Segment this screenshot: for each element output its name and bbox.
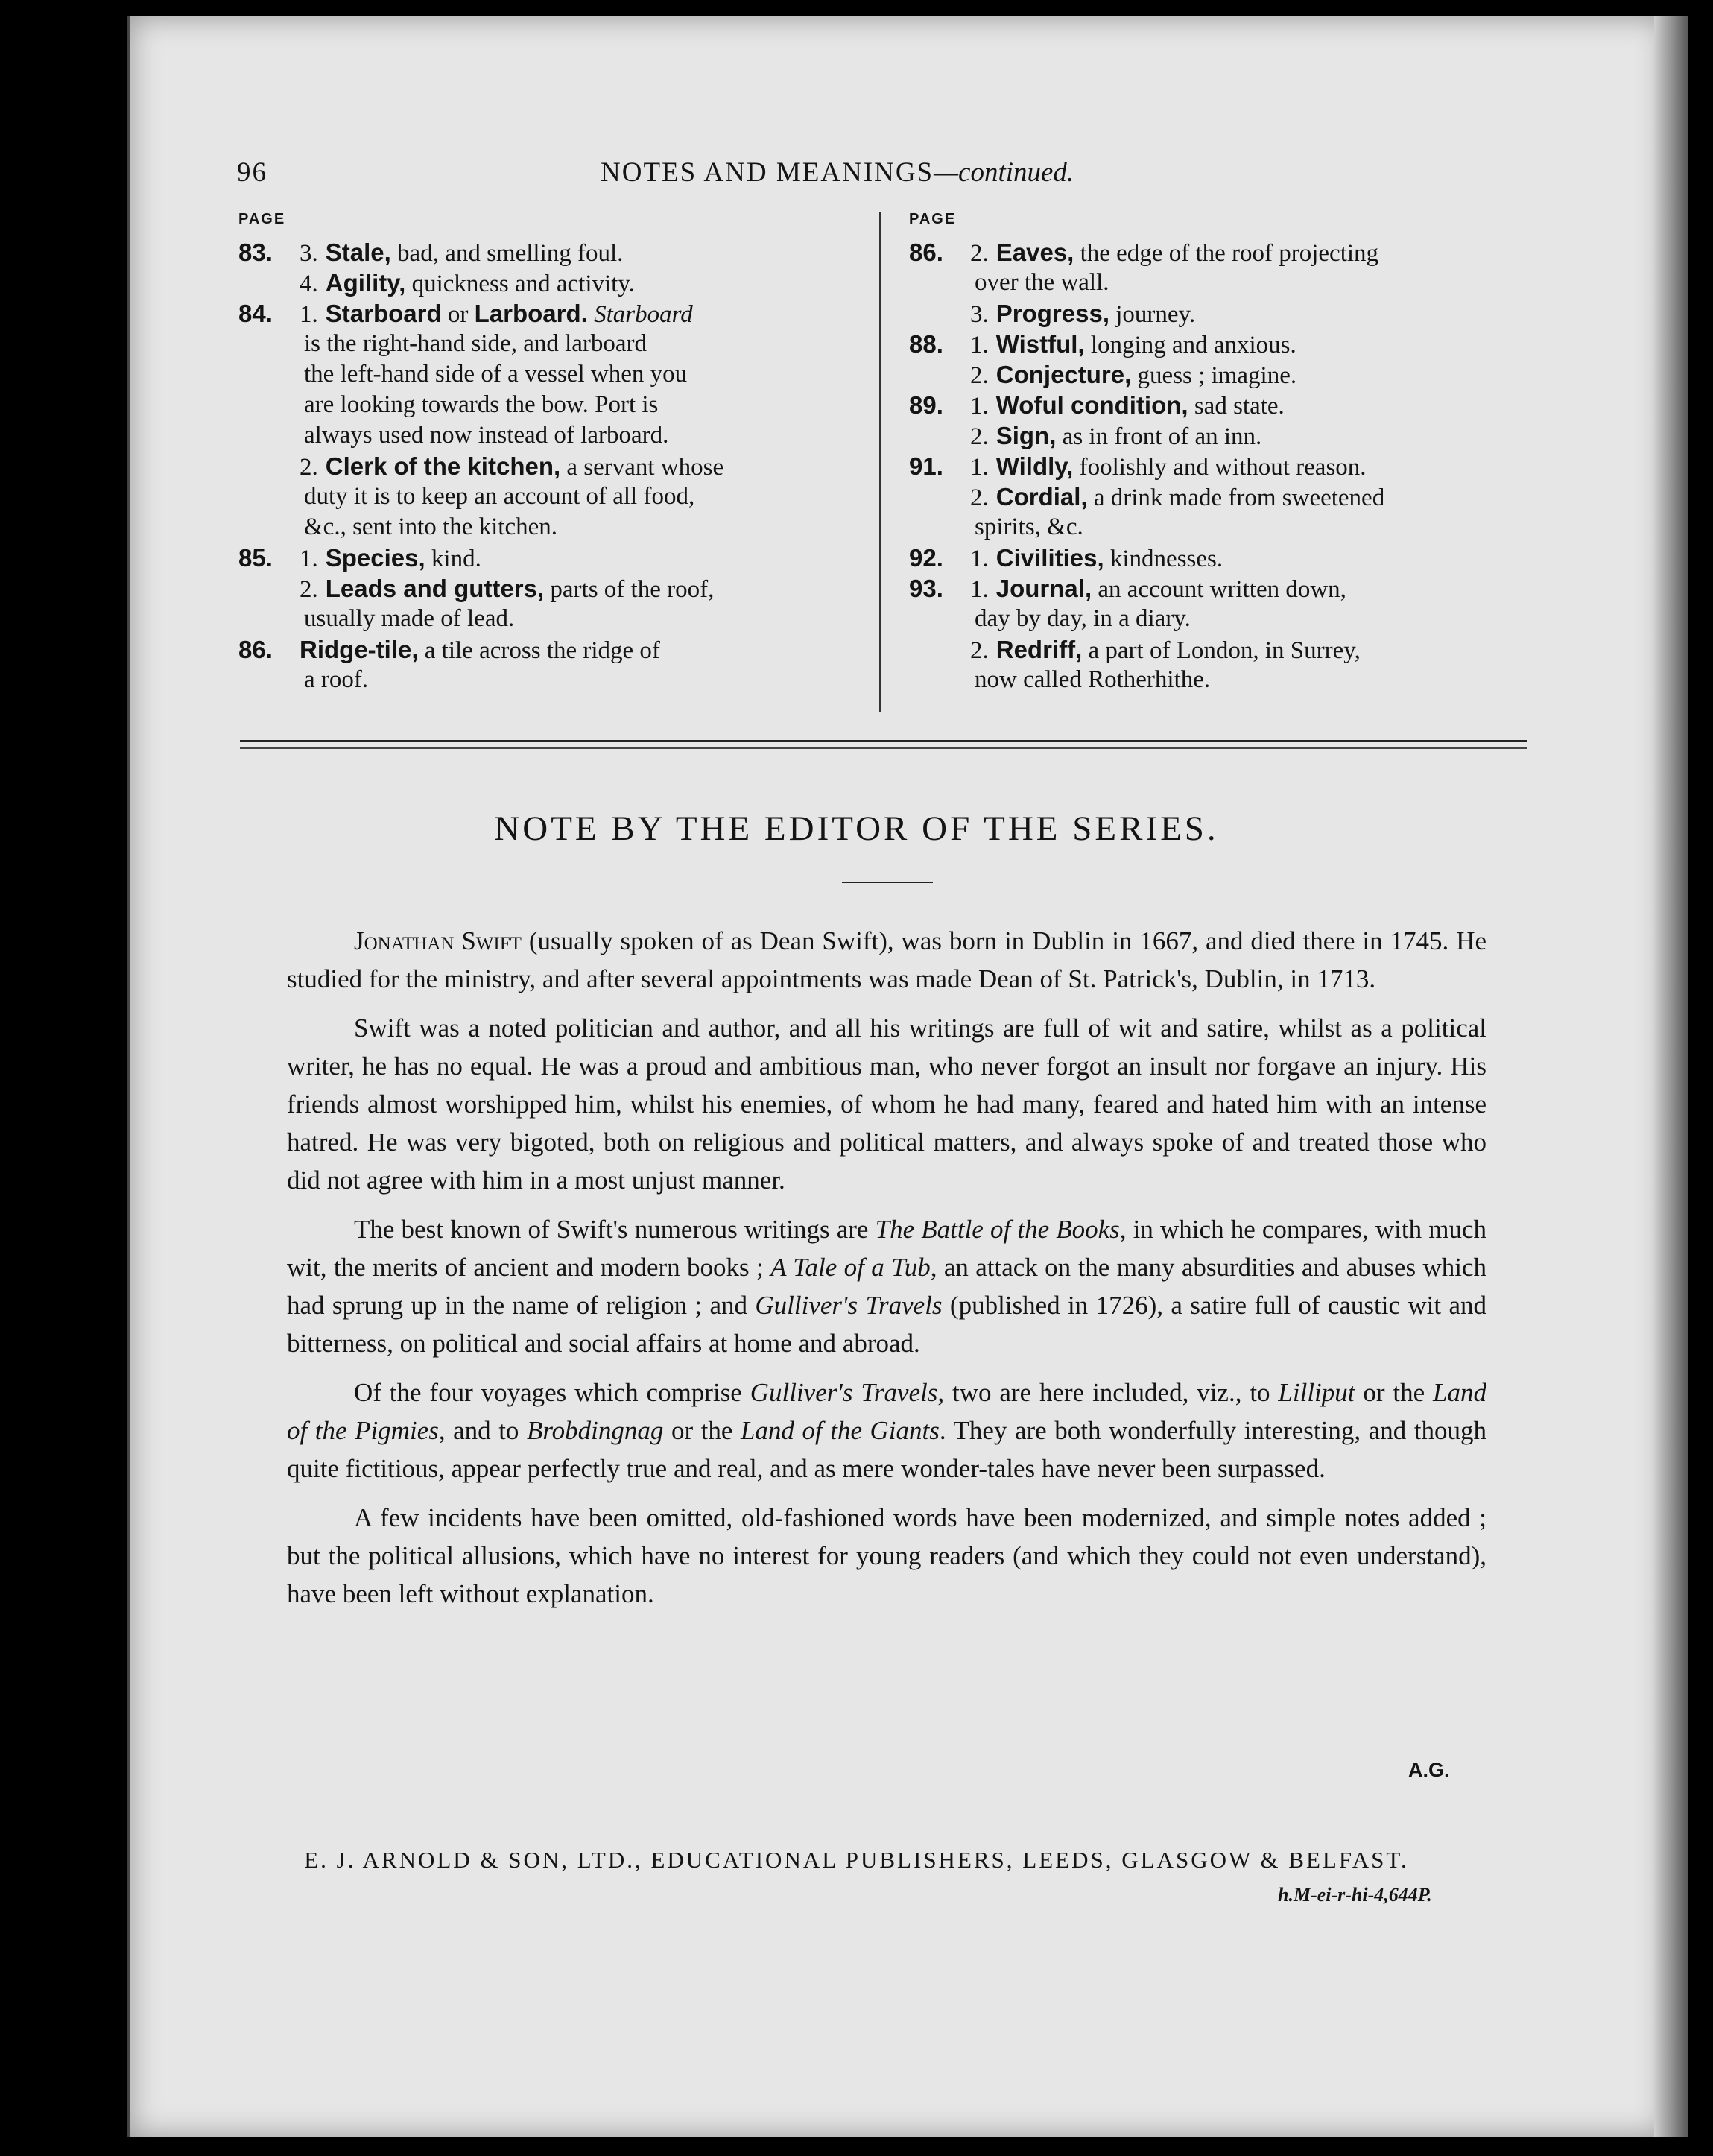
publisher-imprint: E. J. ARNOLD & SON, LTD., EDUCATIONAL PUBLISHERS, LEEDS, GLASGOW & BELFAST. [304,1847,1409,1873]
note-row [238,329,864,359]
note-text [975,604,1191,634]
note-definition: now called Rotherhithe. [975,666,1211,693]
note-number: 2. [970,484,989,511]
note-text [970,329,1296,361]
note-definition: over the wall. [975,269,1109,296]
title-battle-of-books: The Battle of the Books [875,1215,1120,1244]
note-definition: a part of London, in Surrey, [1082,637,1361,664]
p3-text-e: , an attack on the many absurdities and abuses which had sprung up in the name of religion ; and [287,1253,1487,1320]
note-row [909,237,1535,268]
note-text [970,573,1346,605]
header-title-suffix: —continued. [934,157,1074,188]
note-text [970,451,1367,483]
note-definition: bad, and smelling foul. [390,240,624,267]
p3-text-c: , in which he compares, with much wit, the merits of ancient and modern books ; [287,1215,1487,1282]
note-definition: journey. [1109,301,1196,328]
note-row [238,634,864,665]
note-text [304,481,694,512]
note-text [970,543,1223,575]
note-definition: a drink made from sweetened [1087,484,1385,511]
paragraph-2: Swift was a noted politician and author, and all his writings are full of wit and satire, whilst as a political writer, he has no equal. He was a proud and ambitious man, who never forgot an insult nor forgave an injury. His friends almost worshipped him, whilst his enemies, of whom he had many, feared and hated him with an intense hatred. He was very bigoted, both on religious and political matters, and always spoke of and treated those who did not agree with him in a most unjust manner. [287,1014,1486,1195]
note-text [304,329,647,359]
note-row [909,298,1535,329]
note-row [909,481,1535,512]
note-definition: a tile across the ridge of [418,637,660,664]
p4-text-e: or the [1355,1378,1434,1407]
note-number: 2. [970,637,989,664]
p4-text-k: . They are both wonderfully interesting, and though quite fictitious, appear perfectly true and real, and as mere wonder-tales have never been surpassed. [287,1416,1486,1483]
paragraph-1 [287,922,1486,998]
p4-text-i: or the [663,1416,741,1445]
note-definition: is the right-hand side, and larboard [304,330,647,357]
paragraph-3 [287,1210,1486,1362]
note-term: Eaves, [995,238,1074,266]
right-column-label: PAGE [909,211,957,227]
note-text [300,543,481,575]
note-row [238,420,864,451]
editor-note-body [287,922,1486,1624]
note-term: Progress, [995,300,1109,327]
note-text [970,634,1361,666]
page-number: 96 [237,157,267,188]
note-page-ref: 86. [909,238,943,266]
note-number: 1. [970,332,989,358]
title-underline [842,882,933,883]
note-row [909,512,1535,543]
note-text [970,390,1285,422]
note-number: 4. [300,271,318,297]
note-row [909,268,1535,298]
note-term: Conjecture, [995,361,1132,388]
note-row [238,268,864,298]
note-term: Larboard. [474,300,588,327]
p4-text-g: , and to [438,1416,527,1445]
note-term: Journal, [995,575,1092,602]
note-text [300,573,714,605]
note-text [304,359,687,390]
note-definition: &c., sent into the kitchen. [304,513,558,540]
note-definition: the left-hand side of a vessel when you [304,361,688,388]
note-row [238,451,864,481]
note-term: Wildly, [995,452,1074,480]
note-page-ref: 86. [238,636,273,663]
note-page-ref: 89. [909,391,943,419]
note-term: Woful condition, [995,391,1188,419]
note-term: Cordial, [995,483,1088,510]
printer-code: h.M-ei-r-hi-4,644P. [1278,1884,1432,1906]
title-tale-of-tub: A Tale of a Tub [770,1253,931,1282]
note-text [975,512,1083,543]
column-divider [879,212,881,712]
note-definition: sad state. [1188,393,1285,420]
note-term: Starboard [325,300,442,327]
note-term: Leads and gutters, [325,575,545,602]
note-definition: as in front of an inn. [1056,423,1262,450]
note-number: 3. [300,240,318,267]
header-title [601,157,1074,189]
note-row [909,573,1535,604]
note-text [300,298,693,330]
note-page-ref: 92. [909,544,943,572]
note-number: 2. [300,454,318,481]
note-text [970,298,1195,330]
note-row [909,543,1535,573]
note-row [238,359,864,390]
title-gullivers-travels: Gulliver's Travels [755,1291,943,1320]
note-text [975,268,1109,298]
note-text [304,665,368,695]
note-definition: the edge of the roof projecting [1074,240,1379,267]
note-text [304,512,557,543]
note-definition: or [441,301,475,328]
note-row [238,481,864,512]
note-number: 1. [300,546,318,572]
note-row [238,573,864,604]
place-brobdingnag: Brobdingnag [526,1416,664,1445]
note-term: Redriff, [995,636,1083,663]
left-column-label: PAGE [238,211,286,227]
note-definition: Starboard [587,301,693,328]
note-term: Species, [325,544,425,572]
note-text [970,359,1296,391]
p3-text-a: The best known of Swift's numerous writings are [354,1215,876,1244]
note-page-ref: 93. [909,575,943,602]
note-term: Civilities, [995,544,1104,572]
note-number: 3. [970,301,989,328]
note-definition: spirits, &c. [975,513,1083,540]
p4-text-a: Of the four voyages which comprise [354,1378,750,1407]
running-header [237,157,1530,194]
note-definition: quickness and activity. [405,271,635,297]
note-text [970,237,1378,269]
note-text [300,634,660,666]
note-number: 1. [970,576,989,603]
right-notes-column [909,237,1535,695]
note-text [300,268,635,300]
note-term: Sign, [995,422,1057,449]
note-term: Ridge-tile, [300,636,419,663]
note-definition: longing and anxious. [1084,332,1296,358]
author-name: Jonathan Swift [354,926,522,955]
note-row [909,634,1535,665]
place-land-of-giants: Land of the Giants [740,1416,940,1445]
note-row [909,604,1535,634]
note-definition: a servant whose [560,454,724,481]
note-definition: day by day, in a diary. [975,605,1191,632]
p4-text-c: , two are here included, viz., to [937,1378,1279,1407]
note-number: 2. [300,576,318,603]
note-page-ref: 84. [238,300,273,327]
note-number: 1. [970,454,989,481]
note-definition: parts of the roof, [544,576,715,603]
note-row [909,359,1535,390]
note-term: Stale, [325,238,391,266]
note-definition: kindnesses. [1104,546,1223,572]
note-text [300,451,723,483]
note-text [304,420,668,451]
left-notes-column [238,237,864,695]
editor-signature: A.G. [1408,1759,1450,1781]
note-definition: a roof. [304,666,369,693]
note-text [975,665,1210,695]
section-rule-bottom [240,747,1527,749]
note-row [238,298,864,329]
paragraph-1-text: (usually spoken of as Dean Swift), was born in Dublin in 1667, and died there in 1745. He studied for the ministry, and after several appointments was made Dean of St. Patrick's, Dublin, in 1713. [287,926,1487,993]
note-row [238,512,864,543]
note-text [970,420,1261,452]
page-right-edge [1654,16,1688,2137]
note-page-ref: 91. [909,452,943,480]
note-row [238,604,864,634]
note-text [304,390,658,420]
note-definition: guess ; imagine. [1131,362,1297,389]
note-page-ref: 88. [909,330,943,358]
header-title-text: NOTES AND MEANINGS [601,157,934,188]
note-definition: usually made of lead. [304,605,515,632]
place-lilliput: Lilliput [1278,1378,1355,1407]
title-gullivers-travels-2: Gulliver's Travels [750,1378,938,1407]
note-row [909,329,1535,359]
note-row [909,420,1535,451]
note-definition: are looking towards the bow. Port is [304,391,659,418]
note-row [238,665,864,695]
section-title: NOTE BY THE EDITOR OF THE SERIES. [494,809,1219,848]
note-definition: duty it is to keep an account of all food, [304,483,695,510]
note-definition: foolishly and without reason. [1073,454,1367,481]
note-term: Wistful, [995,330,1085,358]
note-row [909,665,1535,695]
p3-text-g: (published in 1726), a satire full of caustic wit and bitterness, on political and social affairs at home and abroad. [287,1291,1486,1358]
note-page-ref: 83. [238,238,273,266]
note-number: 2. [970,240,989,267]
note-definition: always used now instead of larboard. [304,422,669,449]
note-term: Agility, [325,269,406,297]
note-row [238,543,864,573]
note-number: 1. [970,546,989,572]
note-row [909,451,1535,481]
note-definition: kind. [425,546,481,572]
paragraph-4 [287,1373,1486,1488]
note-text [300,237,623,269]
place-land-of-pigmies: Land of the Pigmies [287,1378,1486,1445]
note-row [238,237,864,268]
note-number: 2. [970,423,989,450]
note-text [304,604,514,634]
note-number: 1. [970,393,989,420]
note-number: 2. [970,362,989,389]
section-rule-top [240,740,1527,742]
note-number: 1. [300,301,318,328]
note-row [909,390,1535,420]
note-term: Clerk of the kitchen, [325,452,561,480]
note-row [238,390,864,420]
note-page-ref: 85. [238,544,273,572]
note-text [970,481,1384,513]
note-definition: an account written down, [1092,576,1346,603]
paragraph-5: A few incidents have been omitted, old-fashioned words have been modernized, and simple notes added ; but the political allusions, which have no interest for young readers (and which they could not even understand), have been left without explanation. [287,1503,1486,1608]
